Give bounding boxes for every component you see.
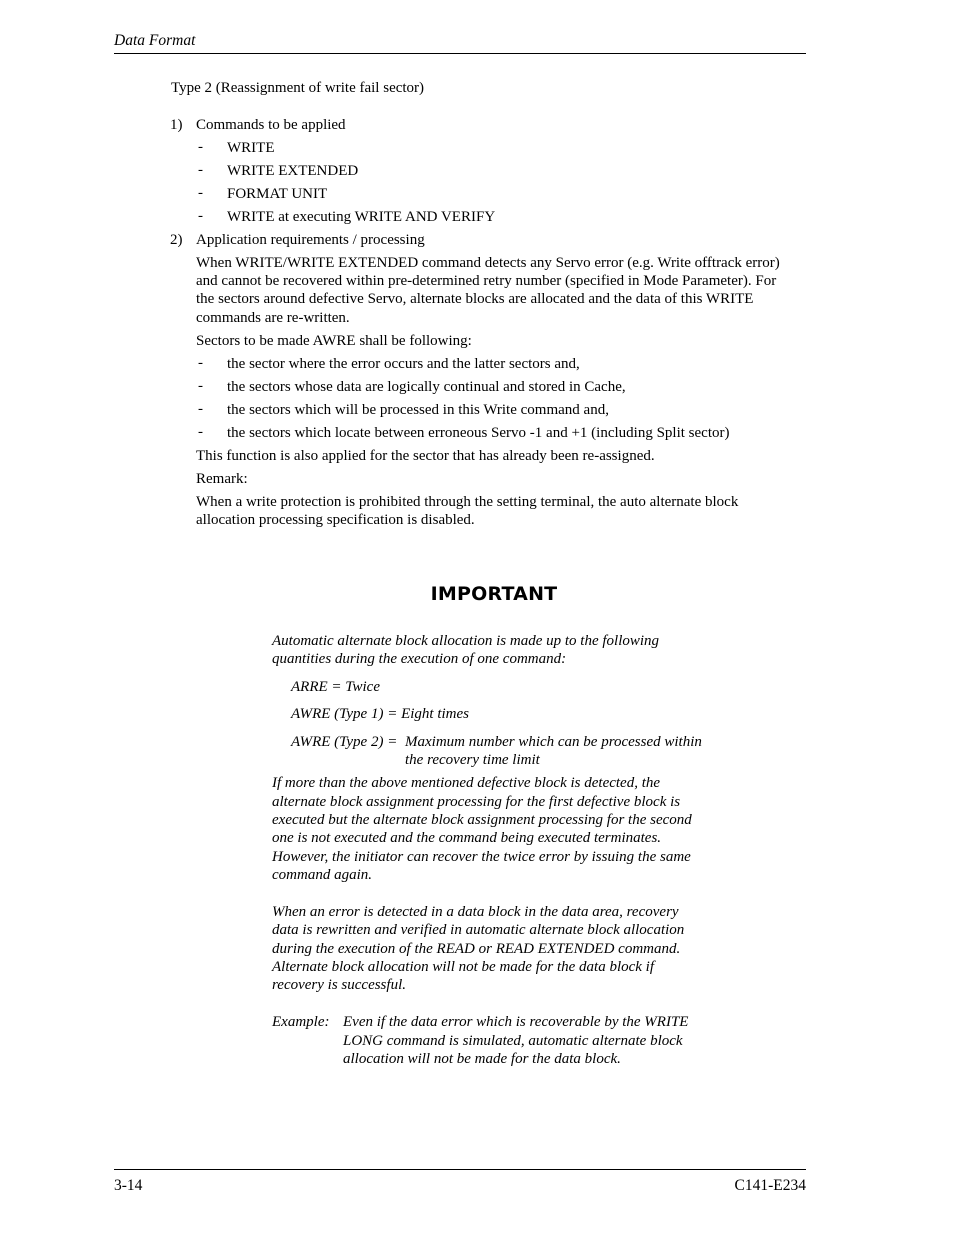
- example-line: Even if the data error which is recoverable by the WRITE: [343, 1014, 689, 1030]
- example-line: allocation will not be made for the data block.: [343, 1051, 621, 1067]
- para1-line: the sectors around defective Servo, alternate blocks are allocated and the data of this WRITE: [196, 291, 754, 307]
- important-para2-line: alternate block assignment processing for the first defective block is: [272, 794, 681, 810]
- awre-type2-line: Maximum number which can be processed within: [405, 734, 702, 750]
- sector-item: the sectors whose data are logically continual and stored in Cache,: [227, 379, 626, 395]
- bullet-dash: -: [198, 185, 203, 201]
- remark-label: Remark:: [196, 471, 248, 487]
- type-heading: Type 2 (Reassignment of write fail sector): [171, 80, 425, 96]
- bullet-dash: -: [198, 162, 203, 178]
- bullet-dash: -: [198, 424, 203, 440]
- section2-title: Application requirements / processing: [196, 232, 425, 248]
- section2-number: 2): [170, 232, 183, 248]
- command-item: FORMAT UNIT: [227, 186, 328, 202]
- important-para3-line: Alternate block allocation will not be made for the data block if: [272, 959, 655, 975]
- para1-line: and cannot be recovered within pre-determined retry number (specified in Mode Parameter). For: [196, 273, 777, 289]
- page-number: 3-14: [114, 1177, 143, 1194]
- para1-line: When WRITE/WRITE EXTENDED command detects any Servo error (e.g. Write offtrack error): [196, 255, 780, 271]
- footer-rule: [114, 1169, 806, 1170]
- important-para2-line: If more than the above mentioned defective block is detected, the: [272, 775, 661, 791]
- awre-type1-line: AWRE (Type 1) = Eight times: [291, 706, 469, 722]
- important-para2-line: However, the initiator can recover the twice error by issuing the same: [272, 849, 691, 865]
- para1-line: commands are re-written.: [196, 310, 350, 326]
- bullet-dash: -: [198, 401, 203, 417]
- command-item: WRITE EXTENDED: [227, 163, 359, 179]
- section1-title: Commands to be applied: [196, 117, 346, 133]
- command-item: WRITE: [227, 140, 275, 156]
- bullet-dash: -: [198, 139, 203, 155]
- important-para3-line: during the execution of the READ or READ EXTENDED command.: [272, 941, 681, 957]
- important-heading: IMPORTANT: [430, 583, 558, 605]
- command-item: WRITE at executing WRITE AND VERIFY: [227, 209, 496, 225]
- document-id: C141-E234: [734, 1177, 806, 1194]
- section1-number: 1): [170, 117, 183, 133]
- sector-item: the sector where the error occurs and the latter sectors and,: [227, 356, 580, 372]
- remark-line: allocation processing specification is disabled.: [196, 512, 475, 528]
- arre-line: ARRE = Twice: [291, 679, 380, 695]
- sectors-intro: Sectors to be made AWRE shall be following:: [196, 333, 472, 349]
- example-label: Example:: [272, 1014, 330, 1030]
- important-para3-line: When an error is detected in a data block in the data area, recovery: [272, 904, 679, 920]
- bullet-dash: -: [198, 355, 203, 371]
- important-para2-line: one is not executed and the command being executed terminates.: [272, 830, 662, 846]
- sector-item: the sectors which will be processed in this Write command and,: [227, 402, 609, 418]
- remark-line: When a write protection is prohibited through the setting terminal, the auto alternate block: [196, 494, 739, 510]
- important-para3-line: data is rewritten and verified in automatic alternate block allocation: [272, 922, 685, 938]
- header-rule: [114, 53, 806, 54]
- important-para2-line: command again.: [272, 867, 372, 883]
- bullet-dash: -: [198, 208, 203, 224]
- important-para2-line: executed but the alternate block assignment processing for the second: [272, 812, 692, 828]
- awre-type2-label: AWRE (Type 2) =: [291, 734, 398, 750]
- sector-item: the sectors which locate between erroneous Servo -1 and +1 (including Split sector): [227, 425, 730, 441]
- also-applied-text: This function is also applied for the sector that has already been re-assigned.: [196, 448, 655, 464]
- bullet-dash: -: [198, 378, 203, 394]
- important-intro-line: Automatic alternate block allocation is made up to the following: [272, 633, 660, 649]
- awre-type2-line: the recovery time limit: [405, 752, 540, 768]
- important-intro-line: quantities during the execution of one command:: [272, 651, 567, 667]
- example-line: LONG command is simulated, automatic alternate block: [343, 1033, 683, 1049]
- header-title: Data Format: [114, 32, 196, 49]
- important-para3-line: recovery is successful.: [272, 977, 406, 993]
